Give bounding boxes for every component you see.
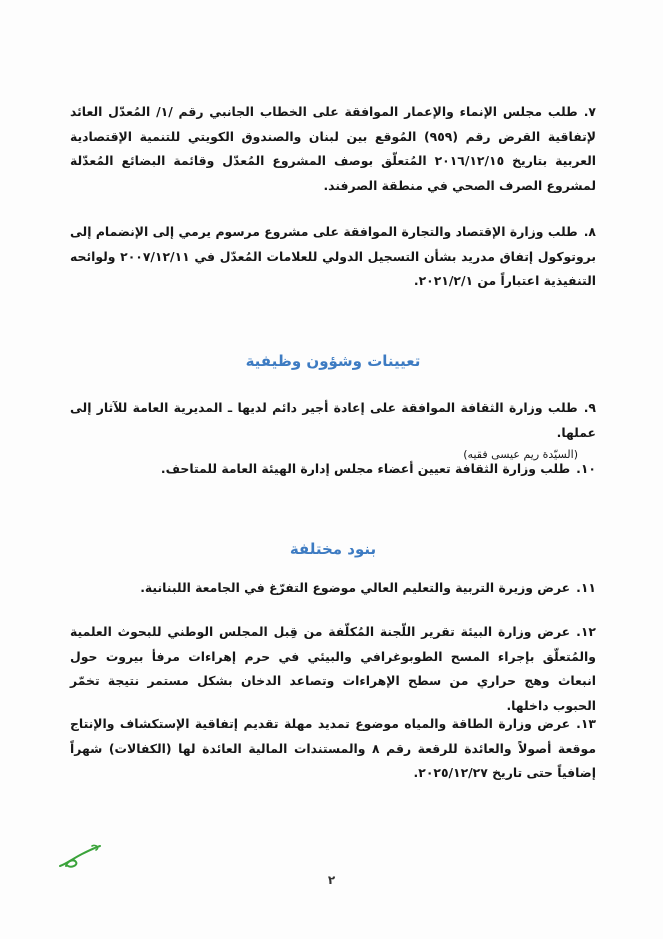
item-number: ١٣. [576,716,596,731]
item-text: طلب وزارة الثقافة الموافقة على إعادة أجير دائم لديها ـ المديرية العامة للآثار إلى عملها. [70,400,596,440]
item-text: عرض وزيرة التربية والتعليم العالي موضوع التفرّغ في الجامعة اللبنانية. [140,580,571,595]
list-item-11 [70,576,596,601]
list-item-9 [70,396,596,465]
page-number: ٢ [327,873,336,887]
list-item-13 [70,712,596,786]
item-text: طلب وزارة الإقتصاد والتجارة الموافقة على مشروع مرسوم يرمي إلى الإنضمام إلى بروتوكول إتفاق مدريد بشأن التسجيل الدولي للعلامات المُعدّل في ٢٠٠٧/١٢/١١ ولوائحه التنفيذية اعتباراً من ٢٠٢١/٢/١. [70,224,597,288]
signature-initials [56,842,104,870]
item-number: ١٠. [576,461,596,476]
item-number: ٨. [583,224,596,239]
item-text: طلب وزارة الثقافة تعيين أعضاء مجلس إدارة الهيئة العامة للمتاحف. [160,461,571,476]
section-heading-miscellaneous: بنود مختلفة [289,540,377,558]
item-number: ٩. [583,400,596,415]
item-number: ٧. [583,104,596,119]
section-heading-appointments: تعيينات وشؤون وظيفية [245,352,421,370]
item-text: عرض وزارة البيئة تقرير اللّجنة المُكلّفة من قِبل المجلس الوطني للبحوث العلمية والمُتعلّق بإجراء المسح الطوبوغرافي والبيئي في حرم إهراءات مرفأ بيروت حول انبعاث وهج حراري من سطح الإهراءات وتصاعد الدخان بشكل مستمر نتيجة تخمّر الحبوب داخلها. [70,624,596,713]
item-number: ١١. [576,580,596,595]
item-text: طلب مجلس الإنماء والإعمار الموافقة على الخطاب الجانبي رقم /١/ المُعدّل العائد لإتفاقية القرض رقم (٩٥٩) المُوقع بين لبنان والصندوق الكويتي للتنمية الإقتصادية العربية بتاريخ ٢٠١٦/١٢/١٥ المُتعلّق بوصف المشروع المُعدّل وقائمة البضائع المُعدّلة لمشروع الصرف الصحي في منطقة الصرفند. [70,104,596,193]
list-item-12 [70,620,596,718]
list-item-8 [70,220,596,294]
list-item-7 [70,100,596,198]
item-subtext: (السيّدة ريم عيسى فقيه) [463,448,578,461]
list-item-10 [70,457,596,482]
item-text: عرض وزارة الطاقة والمياه موضوع تمديد مهلة تقديم إتفاقية الإستكشاف والإنتاج موقعة أصولاً والعائدة للرقعة رقم ٨ والمستندات المالية العائدة لها (الكفالات) شهراً إضافياً حتى تاريخ ٢٠٢٥/١٢/٢٧. [70,716,596,780]
item-number: ١٢. [576,624,596,639]
